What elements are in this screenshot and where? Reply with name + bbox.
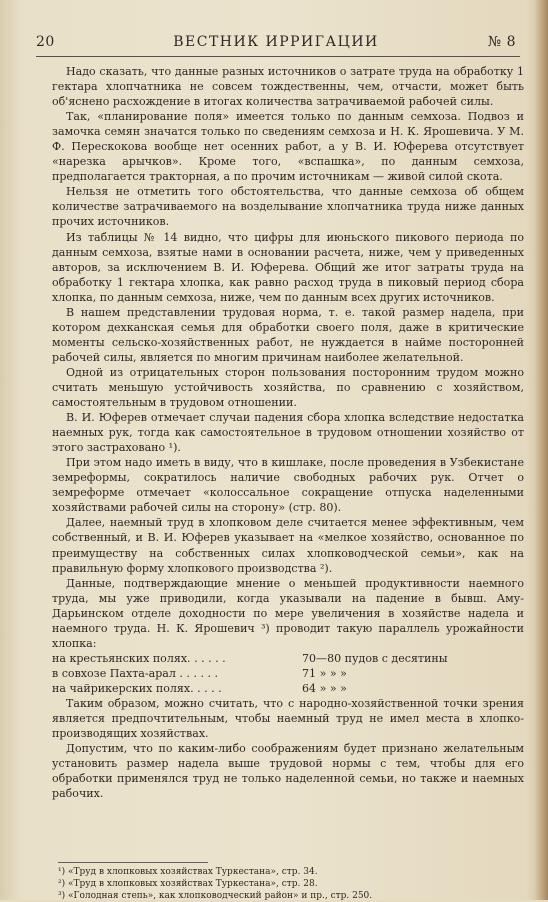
- yield-row: [52, 651, 524, 666]
- footnotes: [58, 866, 528, 902]
- yield-value: 64 » » »: [302, 681, 347, 695]
- yield-label: на крестьянских полях. . . . . .: [52, 651, 226, 665]
- paragraph: Таким образом, можно считать, что с народно-хозяйственной точки зрения является предпочтительным, чтобы наемный труд не имел места в хлопко-производящих хозяйствах.: [52, 696, 524, 741]
- paragraph: Далее, наемный труд в хлопковом деле считается менее эффективным, чем собственный, и В. И. Юферев указывает на «мелкое хозяйство, основанное по преимуществу на собственных силах хлопководческой семьи», как на правильную форму хлопкового производства ²).: [52, 516, 524, 575]
- footnote: ³) «Голодная степь», как хлопководческий район» и пр., стр. 250.: [58, 891, 373, 901]
- yield-row: [52, 666, 524, 681]
- paragraph: Нельзя не отметить того обстоятельства, что данные семхоза об общем количестве затрачиваемого на возделывание хлопчатника труда ниже данных прочих источников.: [52, 185, 524, 229]
- paragraph: Надо сказать, что данные разных источников о затрате труда на обработку 1 гектара хлопчатника не совсем тождественны, чем, отчасти, может быть об'яснено расхождение в итогах количества затрачиваемой рабочей силы.: [52, 65, 524, 109]
- footnote: ²) «Труд в хлопковых хозяйствах Туркестана», стр. 28.: [58, 879, 318, 889]
- header-rule: [36, 56, 520, 57]
- article-body: [52, 64, 524, 801]
- footnote-rule: [58, 862, 208, 863]
- yield-value: 70—80 пудов с десятины: [302, 651, 448, 665]
- paragraph: Данные, подтверждающие мнение о меньшей продуктивности наемного труда, мы уже приводили, когда указывали на падение в бывш. Аму-Дарьинском отделе доходности по мере увеличения в хозяйстве надела и наемного труда. Н. К. Ярошевич ³) проводит такую параллель урожайности хлопка:: [52, 576, 524, 650]
- yield-row: [52, 681, 524, 696]
- paragraph: Допустим, что по каким-либо соображениям будет признано желательным установить размер надела выше трудовой нормы с тем, чтобы для его обработки применялся труд не только наделенной семьи, но также и наемных рабочих.: [52, 742, 524, 801]
- footnote: ¹) «Труд в хлопковых хозяйствах Туркестана», стр. 34.: [58, 867, 318, 877]
- paragraph: В. И. Юферев отмечает случаи падения сбора хлопка вследствие недостатка наемных рук, тогда как самостоятельное в трудовом отношении хозяйство от этого застраховано ¹).: [52, 411, 524, 455]
- paragraph: Так, «планирование поля» имеется только по данным семхоза. Подвоз и замочка семян значатся только по сведениям семхоза и Н. К. Ярошевича. У М. Ф. Перескокова вообще нет осенних работ, а у В. И. Юферева отсутствует «нарезка арычков». Кроме того, «вспашка», по данным семхоза, предполагается тракторная, а по прочим источникам — живой силой скота.: [52, 110, 524, 184]
- yield-label: на чайрикерских полях. . . . .: [52, 681, 222, 695]
- paragraph: Одной из отрицательных сторон пользования посторонним трудом можно считать меньшую устойчивость хозяйства, по сравнению с хозяйством, самостоятельным в трудовом отношении.: [52, 365, 524, 410]
- paragraph: При этом надо иметь в виду, что в кишлаке, после проведения в Узбекистане земреформы, сократилось наличие свободных рабочих рук. Отчет о земреформе отмечает «колоссальное сокращение отпуска наделенными хозяйствами рабочей силы на сторону» (стр. 80).: [52, 456, 524, 515]
- yield-label: в совхозе Пахта-арал . . . . . .: [52, 666, 219, 680]
- issue-number: № 8: [487, 34, 516, 50]
- yield-value: 71 » » »: [302, 666, 347, 680]
- yield-list: [52, 651, 524, 696]
- paragraph: Из таблицы № 14 видно, что цифры для июньского пикового периода по данным семхоза, взятые нами в основании расчета, ниже, чем у приведенных авторов, за исключением В. И. Юферева. Общий же итог затраты труда на обработку 1 гектара хлопка, как равно расход труда в пиковый период сбора хлопка, по данным семхоза, ниже, чем по данным всех других источников.: [52, 230, 524, 304]
- journal-title: ВЕСТНИК ИРРИГАЦИИ: [173, 34, 379, 50]
- paragraph: В нашем представлении трудовая норма, т. е. такой размер надела, при котором дехканская семья для обработки своего поля, даже в критические моменты сельско-хозяйственных работ, не нуждается в найме посторонней рабочей силы, является по многим причинам наиболее желательной.: [52, 305, 524, 364]
- running-header: [36, 34, 516, 54]
- page-edge-stain: [534, 0, 548, 900]
- page-number: 20: [36, 34, 55, 50]
